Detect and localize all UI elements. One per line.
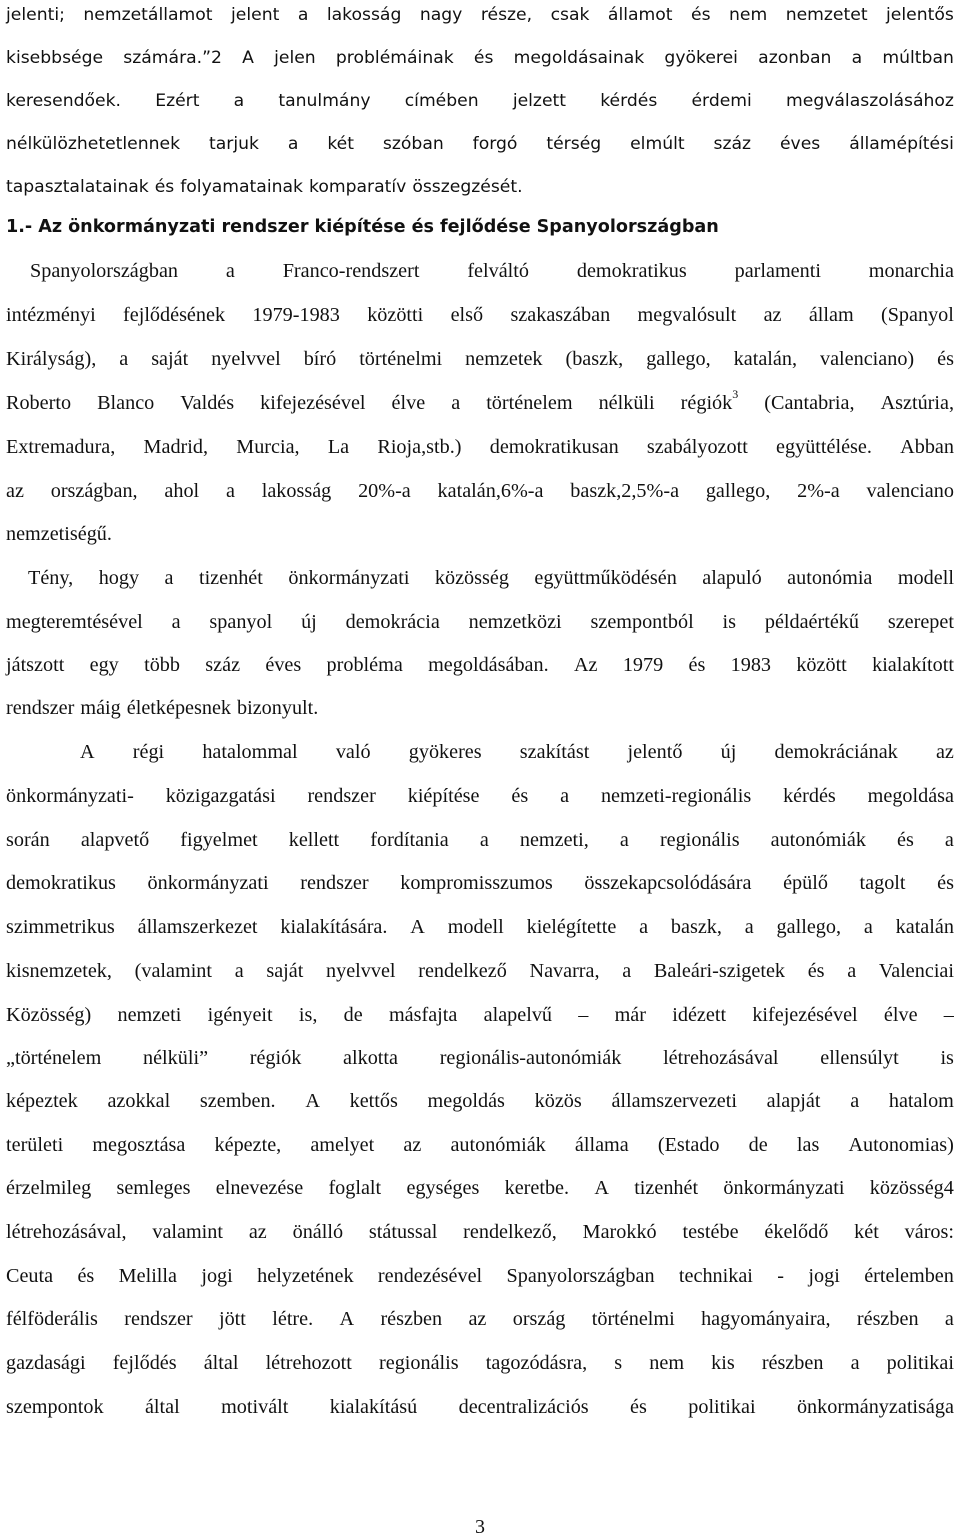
text-line: létrehozásával, valamint az önálló státussal rendelkező, Marokkó testébe ékelődő két város: bbox=[6, 1221, 954, 1243]
text-line: Spanyolországban a Franco-rendszert felváltó demokratikus parlamenti monarchia bbox=[30, 260, 954, 282]
text-line: képeztek azokkal szemben. A kettős megoldás közös államszervezeti alapját a hatalom bbox=[6, 1090, 954, 1112]
text-line: szempontok által motivált kialakítású decentralizációs és politikai önkormányzatisága bbox=[6, 1396, 954, 1418]
text-line: játszott egy több száz éves probléma megoldásában. Az 1979 és 1983 között kialakított bbox=[6, 654, 954, 676]
text-line: szimmetrikus államszerkezet kialakítására. A modell kielégítette a baszk, a gallego, a katalán bbox=[6, 916, 954, 938]
text-line: Ceuta és Melilla jogi helyzetének rendezésével Spanyolországban technikai - jogi értelemben bbox=[6, 1265, 954, 1287]
text-line: félföderális rendszer jött létre. A részben az ország történelmi hagyományaira, részben a bbox=[6, 1308, 954, 1330]
text-line: területi megosztása képezte, amelyet az autonómiák állama (Estado de las Autonomias) bbox=[6, 1134, 954, 1156]
page-number: 3 bbox=[475, 1516, 485, 1538]
footnote-marker[interactable]: 3 bbox=[732, 387, 739, 402]
text-line: érzelmileg semleges elnevezése foglalt egységes keretbe. A tizenhét önkormányzati közösség4 bbox=[6, 1177, 954, 1199]
text-line: tapasztalatainak és folyamatainak komparatív összegzését. bbox=[6, 177, 523, 197]
text-line: megteremtésével a spanyol új demokrácia nemzetközi szempontból is példaértékű szerepet bbox=[6, 611, 954, 633]
section-heading: 1.- Az önkormányzati rendszer kiépítése és fejlődése Spanyolországban bbox=[6, 217, 719, 237]
text-line: az országban, ahol a lakosság 20%-a katalán,6%-a baszk,2,5%-a gallego, 2%-a valenciano bbox=[6, 480, 954, 502]
text-line: demokratikus önkormányzati rendszer kompromisszumos összekapcsolódására épülő tagolt és bbox=[6, 872, 954, 894]
text-line: Közösség) nemzeti igényeit is, de másfajta alapelvű – már idézett kifejezésével élve – bbox=[6, 1004, 954, 1026]
text-line: önkormányzati- közigazgatási rendszer kiépítése és a nemzeti-regionális kérdés megoldása bbox=[6, 785, 954, 807]
text-line: gazdasági fejlődés által létrehozott regionális tagozódásra, s nem kis részben a politikai bbox=[6, 1352, 954, 1374]
text-line: során alapvető figyelmet kellett fordítania a nemzeti, a regionális autonómiák és a bbox=[6, 829, 954, 851]
text-line: Tény, hogy a tizenhét önkormányzati közösség együttműködésén alapuló autonómia modell bbox=[28, 567, 954, 589]
text-line: rendszer máig életképesnek bizonyult. bbox=[6, 697, 319, 719]
text-line: Királyság), a saját nyelvvel bíró történelmi nemzetek (baszk, gallego, katalán, valenciano) és bbox=[6, 348, 954, 370]
text-line: jelenti; nemzetállamot jelent a lakosság nagy része, csak államot és nem nemzetet jelentős bbox=[6, 5, 954, 25]
text-line: intézményi fejlődésének 1979-1983 közötti első szakaszában megvalósult az állam (Spanyol bbox=[6, 304, 954, 326]
text-line: kisebbsége számára.”2 A jelen problémáinak és megoldásainak gyökerei azonban a múltban bbox=[6, 48, 954, 68]
text-line: nemzetiségű. bbox=[6, 523, 112, 545]
text-line: A régi hatalommal való gyökeres szakítást jelentő új demokráciának az bbox=[80, 741, 954, 763]
text-line: kisnemzetek, (valamint a saját nyelvvel rendelkező Navarra, a Baleári-szigetek és a Valenciai bbox=[6, 960, 954, 982]
text-line: keresendőek. Ezért a tanulmány címében jelzett kérdés érdemi megválaszolásához bbox=[6, 91, 954, 111]
text-line: „történelem nélküli” régiók alkotta regionális-autonómiák létrehozásával ellensúlyt is bbox=[6, 1047, 954, 1069]
text-line: Roberto Blanco Valdés kifejezésével élve a történelem nélküli régiók$^3$ (Cantabria, Asztúria, bbox=[6, 387, 954, 414]
text-line: nélkülözhetetlennek tarjuk a két szóban forgó térség elmúlt száz éves államépítési bbox=[6, 134, 954, 154]
text-line: Extremadura, Madrid, Murcia, La Rioja,stb.) demokratikusan szabályozott együttélése. Abban bbox=[6, 436, 954, 458]
